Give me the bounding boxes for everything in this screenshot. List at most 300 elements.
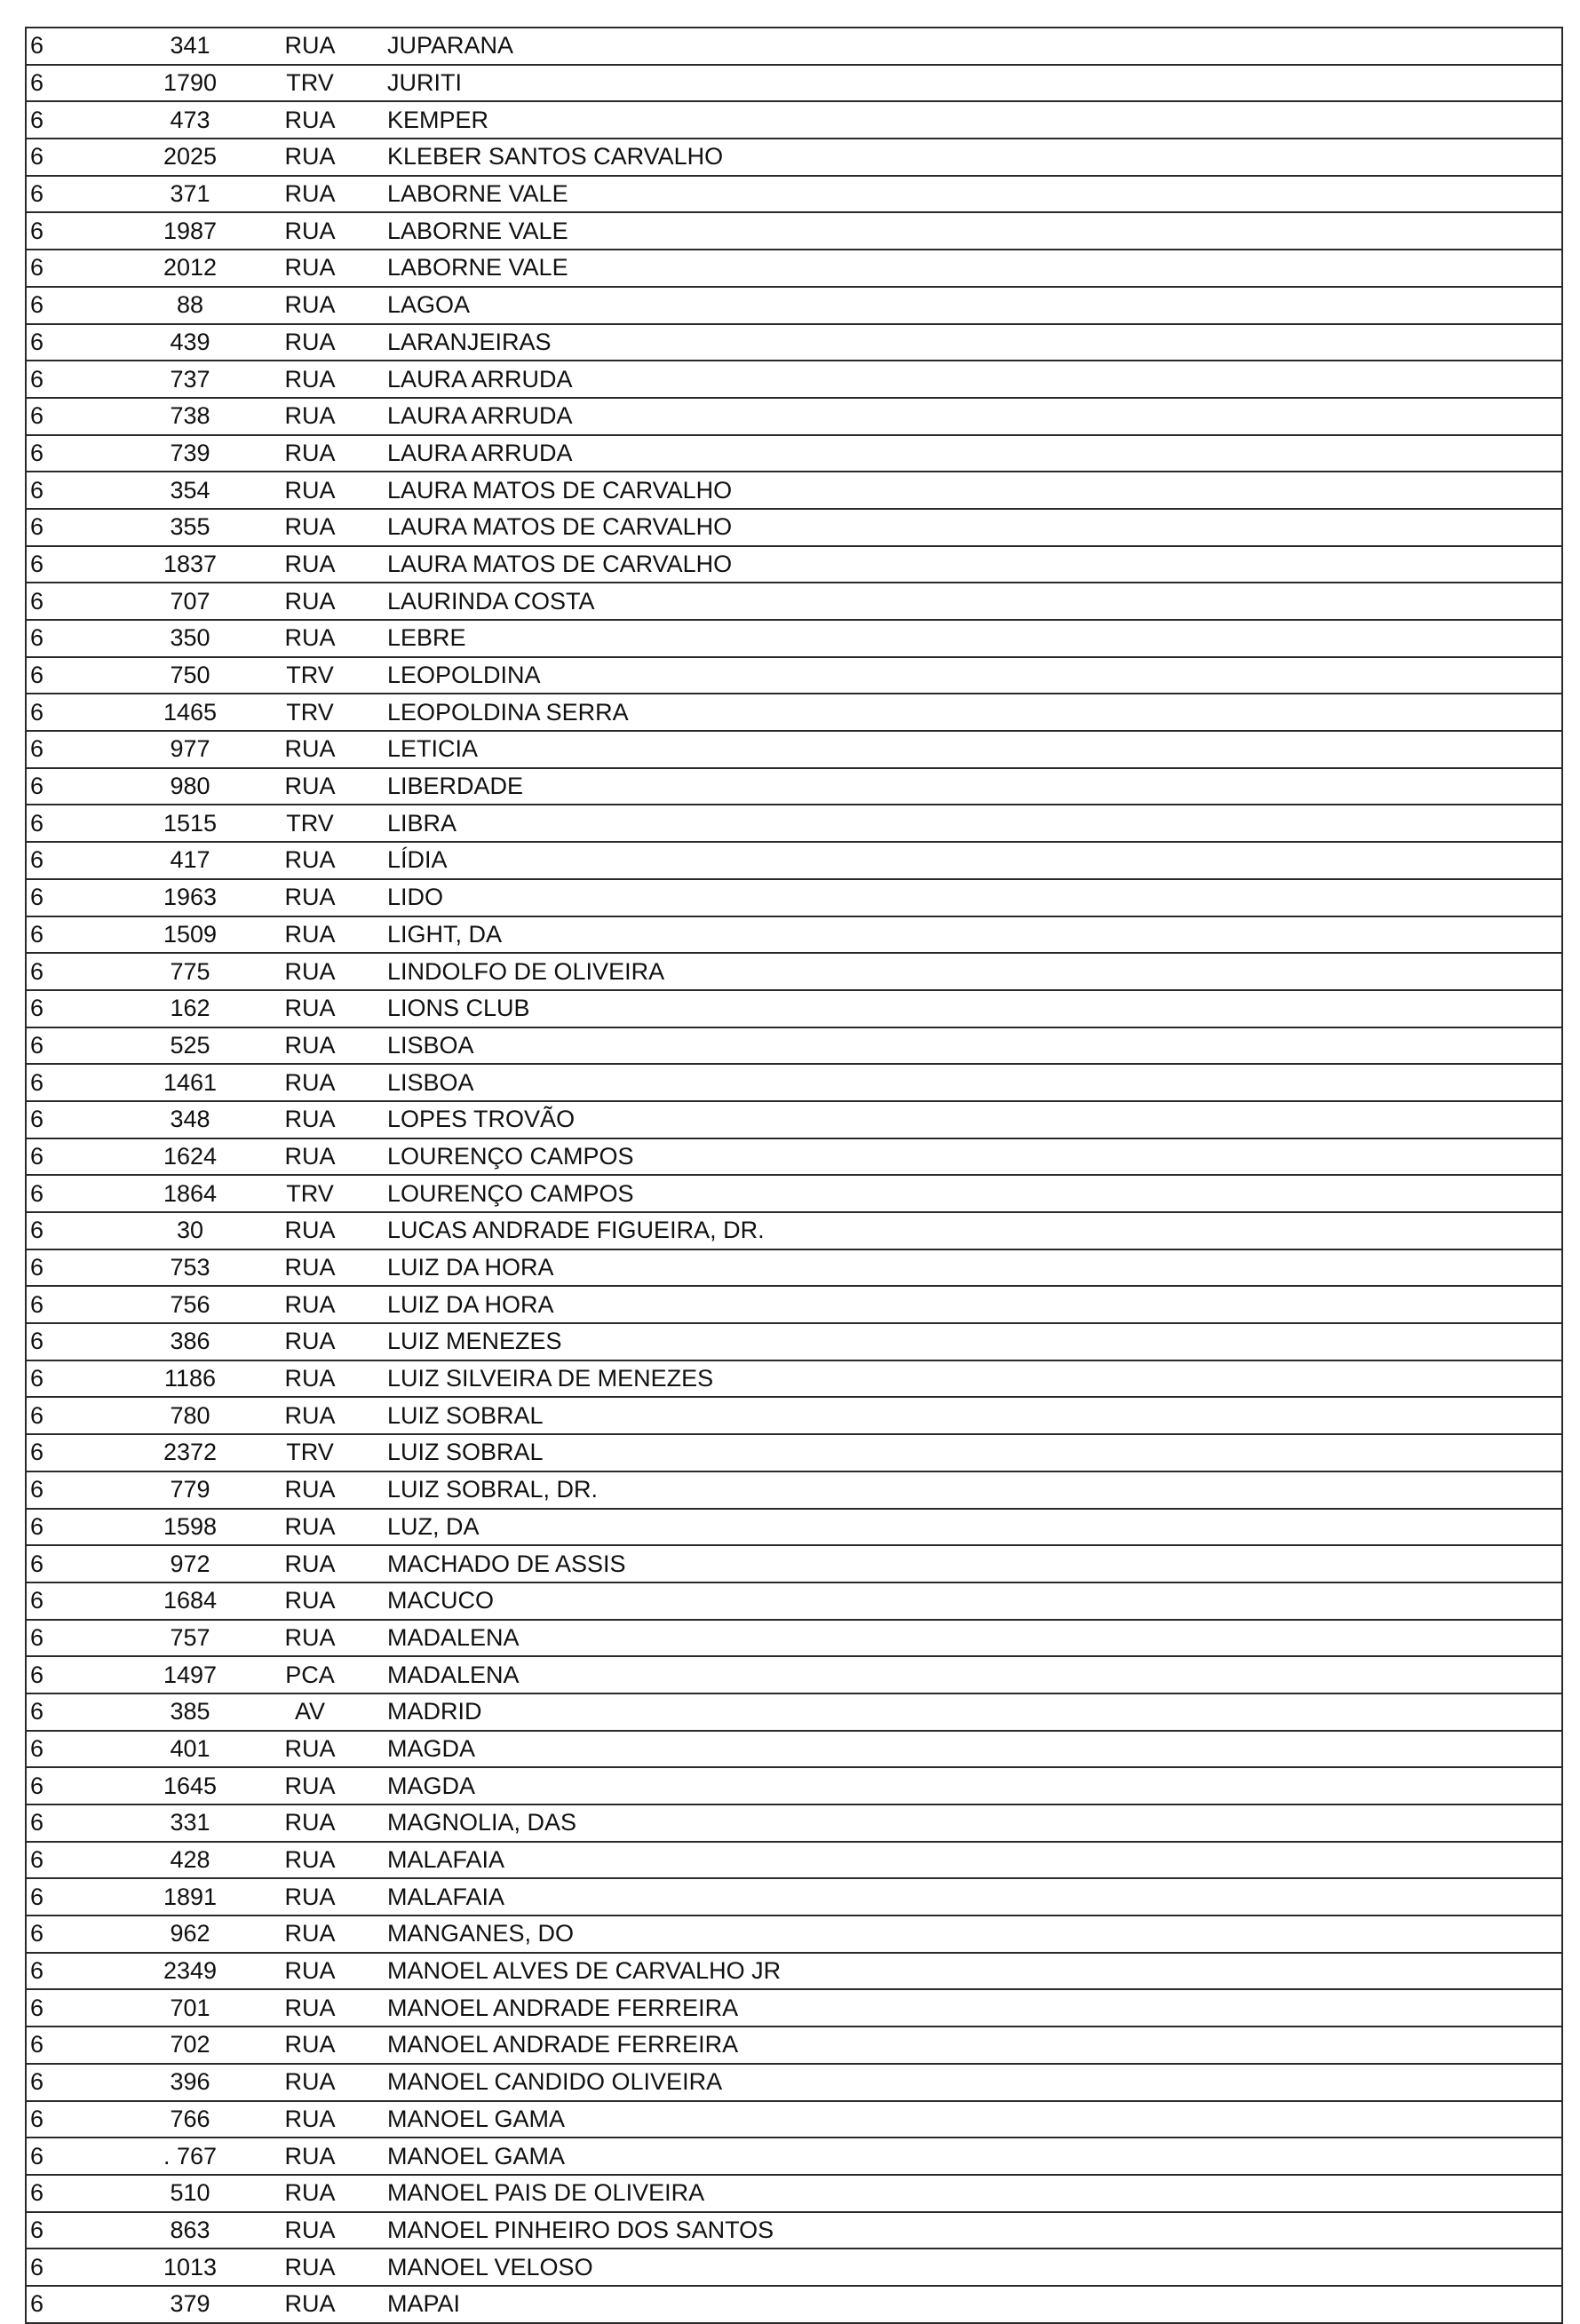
table-row — [26, 805, 1562, 842]
street-name-cell: LIGHT, DA — [368, 916, 1562, 954]
street-type-cell: AV — [252, 1693, 368, 1731]
street-name-cell: MANOEL PAIS DE OLIVEIRA — [368, 2175, 1562, 2212]
table-row — [26, 28, 1562, 65]
street-name-cell: LUZ, DA — [368, 1509, 1562, 1546]
zone-cell: 6 — [26, 1545, 128, 1582]
street-name-cell: LUIZ DA HORA — [368, 1286, 1562, 1323]
table-row — [26, 1731, 1562, 1768]
street-type-cell: RUA — [252, 472, 368, 509]
street-type-cell: RUA — [252, 546, 368, 583]
table-row — [26, 694, 1562, 731]
street-type-cell: RUA — [252, 28, 368, 65]
code-cell: 2025 — [128, 139, 252, 176]
table-row — [26, 1286, 1562, 1323]
code-cell: 350 — [128, 620, 252, 657]
table-row — [26, 2064, 1562, 2101]
code-cell: 757 — [128, 1620, 252, 1657]
code-cell: 1186 — [128, 1360, 252, 1398]
street-type-cell: RUA — [252, 1064, 368, 1101]
zone-cell: 6 — [26, 1138, 128, 1176]
street-name-cell: LABORNE VALE — [368, 212, 1562, 250]
table-row — [26, 139, 1562, 176]
table-row — [26, 1175, 1562, 1212]
zone-cell: 6 — [26, 657, 128, 694]
zone-cell: 6 — [26, 324, 128, 361]
zone-cell: 6 — [26, 2286, 128, 2323]
code-cell: 779 — [128, 1471, 252, 1509]
street-name-cell: LAURA ARRUDA — [368, 435, 1562, 472]
street-type-cell: RUA — [252, 2101, 368, 2138]
table-row — [26, 1471, 1562, 1509]
zone-cell: 6 — [26, 250, 128, 287]
street-name-cell: MAPAI — [368, 2286, 1562, 2323]
street-name-cell: LIBERDADE — [368, 768, 1562, 805]
zone-cell: 6 — [26, 583, 128, 620]
code-cell: 702 — [128, 2027, 252, 2064]
street-type-cell: RUA — [252, 842, 368, 879]
code-cell: 331 — [128, 1804, 252, 1842]
zone-cell: 6 — [26, 546, 128, 583]
table-row — [26, 1804, 1562, 1842]
code-cell: 30 — [128, 1212, 252, 1249]
table-row — [26, 731, 1562, 768]
code-cell: 417 — [128, 842, 252, 879]
table-row — [26, 361, 1562, 398]
code-cell: 1864 — [128, 1175, 252, 1212]
table-row — [26, 1138, 1562, 1176]
street-name-cell: MAGDA — [368, 1731, 1562, 1768]
code-cell: 525 — [128, 1027, 252, 1065]
table-row — [26, 1878, 1562, 1916]
street-type-cell: RUA — [252, 731, 368, 768]
street-type-cell: RUA — [252, 139, 368, 176]
table-row — [26, 1656, 1562, 1693]
street-name-cell: LUIZ SOBRAL — [368, 1397, 1562, 1434]
zone-cell: 6 — [26, 2064, 128, 2101]
table-row — [26, 2175, 1562, 2212]
code-cell: 1624 — [128, 1138, 252, 1176]
code-cell: 88 — [128, 287, 252, 324]
code-cell: 510 — [128, 2175, 252, 2212]
street-type-cell: RUA — [252, 620, 368, 657]
table-row — [26, 398, 1562, 435]
street-name-cell: LEOPOLDINA SERRA — [368, 694, 1562, 731]
zone-cell: 6 — [26, 1360, 128, 1398]
table-row — [26, 509, 1562, 546]
table-row — [26, 2286, 1562, 2323]
code-cell: 1509 — [128, 916, 252, 954]
code-cell: 972 — [128, 1545, 252, 1582]
zone-cell: 6 — [26, 176, 128, 213]
code-cell: 2349 — [128, 1953, 252, 1990]
street-name-cell: LIONS CLUB — [368, 990, 1562, 1027]
street-type-cell: RUA — [252, 1027, 368, 1065]
street-name-cell: LISBOA — [368, 1027, 1562, 1065]
street-type-cell: RUA — [252, 2212, 368, 2249]
street-name-cell: LUIZ DA HORA — [368, 1249, 1562, 1287]
table-row — [26, 1693, 1562, 1731]
street-name-cell: JURITI — [368, 65, 1562, 102]
street-name-cell: MACHADO DE ASSIS — [368, 1545, 1562, 1582]
street-type-cell: RUA — [252, 1620, 368, 1657]
table-row — [26, 1249, 1562, 1287]
code-cell: 753 — [128, 1249, 252, 1287]
table-row — [26, 1397, 1562, 1434]
street-type-cell: RUA — [252, 1471, 368, 1509]
table-row — [26, 842, 1562, 879]
street-type-cell: RUA — [252, 212, 368, 250]
zone-cell: 6 — [26, 805, 128, 842]
street-name-cell: LAGOA — [368, 287, 1562, 324]
zone-cell: 6 — [26, 1804, 128, 1842]
code-cell: 348 — [128, 1101, 252, 1138]
table-row — [26, 1101, 1562, 1138]
zone-cell: 6 — [26, 1027, 128, 1065]
table-row — [26, 2138, 1562, 2175]
code-cell: 980 — [128, 768, 252, 805]
code-cell: 355 — [128, 509, 252, 546]
street-type-cell: RUA — [252, 916, 368, 954]
zone-cell: 6 — [26, 1286, 128, 1323]
street-table — [25, 27, 1563, 2324]
code-cell: 780 — [128, 1397, 252, 1434]
table-row — [26, 546, 1562, 583]
table-row — [26, 990, 1562, 1027]
street-type-cell: RUA — [252, 1509, 368, 1546]
code-cell: 756 — [128, 1286, 252, 1323]
street-name-cell: MADALENA — [368, 1656, 1562, 1693]
zone-cell: 6 — [26, 916, 128, 954]
street-type-cell: RUA — [252, 2027, 368, 2064]
code-cell: 162 — [128, 990, 252, 1027]
street-type-cell: RUA — [252, 1397, 368, 1434]
street-name-cell: MACUCO — [368, 1582, 1562, 1620]
table-row — [26, 324, 1562, 361]
zone-cell: 6 — [26, 1323, 128, 1360]
street-type-cell: RUA — [252, 1878, 368, 1916]
street-type-cell: RUA — [252, 435, 368, 472]
table-row — [26, 176, 1562, 213]
zone-cell: 6 — [26, 2212, 128, 2249]
zone-cell: 6 — [26, 2249, 128, 2286]
code-cell: 1684 — [128, 1582, 252, 1620]
street-type-cell: RUA — [252, 509, 368, 546]
code-cell: 775 — [128, 953, 252, 990]
code-cell: 354 — [128, 472, 252, 509]
code-cell: 439 — [128, 324, 252, 361]
street-type-cell: RUA — [252, 398, 368, 435]
code-cell: 371 — [128, 176, 252, 213]
street-name-cell: MANGANES, DO — [368, 1916, 1562, 1953]
code-cell: 766 — [128, 2101, 252, 2138]
table-row — [26, 250, 1562, 287]
table-row — [26, 101, 1562, 139]
zone-cell: 6 — [26, 2027, 128, 2064]
table-row — [26, 1360, 1562, 1398]
zone-cell: 6 — [26, 435, 128, 472]
street-name-cell: MANOEL VELOSO — [368, 2249, 1562, 2286]
zone-cell: 6 — [26, 2101, 128, 2138]
street-type-cell: RUA — [252, 1953, 368, 1990]
street-name-cell: LÍDIA — [368, 842, 1562, 879]
zone-cell: 6 — [26, 398, 128, 435]
table-row — [26, 1545, 1562, 1582]
street-type-cell: RUA — [252, 1323, 368, 1360]
zone-cell: 6 — [26, 1509, 128, 1546]
table-row — [26, 879, 1562, 916]
street-type-cell: RUA — [252, 1767, 368, 1804]
street-type-cell: RUA — [252, 287, 368, 324]
zone-cell: 6 — [26, 509, 128, 546]
code-cell: 341 — [128, 28, 252, 65]
zone-cell: 6 — [26, 1656, 128, 1693]
street-type-cell: RUA — [252, 2138, 368, 2175]
table-row — [26, 657, 1562, 694]
zone-cell: 6 — [26, 287, 128, 324]
table-row — [26, 1434, 1562, 1471]
code-cell: 2012 — [128, 250, 252, 287]
zone-cell: 6 — [26, 2175, 128, 2212]
table-row — [26, 2027, 1562, 2064]
street-type-cell: RUA — [252, 1582, 368, 1620]
street-name-cell: MADRID — [368, 1693, 1562, 1731]
table-row — [26, 1953, 1562, 1990]
code-cell: 379 — [128, 2286, 252, 2323]
zone-cell: 6 — [26, 1953, 128, 1990]
street-name-cell: MANOEL ANDRADE FERREIRA — [368, 1989, 1562, 2027]
table-row — [26, 1212, 1562, 1249]
zone-cell: 6 — [26, 361, 128, 398]
street-name-cell: LUIZ SOBRAL — [368, 1434, 1562, 1471]
street-type-cell: PCA — [252, 1656, 368, 1693]
zone-cell: 6 — [26, 28, 128, 65]
table-row — [26, 1509, 1562, 1546]
street-type-cell: TRV — [252, 1434, 368, 1471]
table-row — [26, 1582, 1562, 1620]
code-cell: 737 — [128, 361, 252, 398]
street-type-cell: RUA — [252, 1101, 368, 1138]
street-name-cell: MAGDA — [368, 1767, 1562, 1804]
street-type-cell: RUA — [252, 1360, 368, 1398]
table-row — [26, 1916, 1562, 1953]
street-name-cell: LUIZ SOBRAL, DR. — [368, 1471, 1562, 1509]
table-row — [26, 916, 1562, 954]
table-row — [26, 2212, 1562, 2249]
table-row — [26, 287, 1562, 324]
zone-cell: 6 — [26, 1916, 128, 1953]
street-name-cell: MAGNOLIA, DAS — [368, 1804, 1562, 1842]
table-row — [26, 953, 1562, 990]
zone-cell: 6 — [26, 953, 128, 990]
zone-cell: 6 — [26, 1620, 128, 1657]
code-cell: 1987 — [128, 212, 252, 250]
code-cell: 738 — [128, 398, 252, 435]
code-cell: 1645 — [128, 1767, 252, 1804]
street-name-cell: MANOEL ANDRADE FERREIRA — [368, 2027, 1562, 2064]
zone-cell: 6 — [26, 1064, 128, 1101]
table-row — [26, 583, 1562, 620]
street-type-cell: TRV — [252, 1175, 368, 1212]
street-type-cell: RUA — [252, 2249, 368, 2286]
zone-cell: 6 — [26, 1249, 128, 1287]
street-type-cell: RUA — [252, 583, 368, 620]
street-type-cell: RUA — [252, 990, 368, 1027]
street-name-cell: LAURA MATOS DE CARVALHO — [368, 546, 1562, 583]
table-row — [26, 768, 1562, 805]
table-row — [26, 1620, 1562, 1657]
street-name-cell: MANOEL ALVES DE CARVALHO JR — [368, 1953, 1562, 1990]
street-name-cell: LABORNE VALE — [368, 250, 1562, 287]
street-name-cell: LISBOA — [368, 1064, 1562, 1101]
street-name-cell: MADALENA — [368, 1620, 1562, 1657]
street-name-cell: LAURA MATOS DE CARVALHO — [368, 509, 1562, 546]
table-row — [26, 2249, 1562, 2286]
zone-cell: 6 — [26, 1212, 128, 1249]
code-cell: 707 — [128, 583, 252, 620]
street-name-cell: MANOEL GAMA — [368, 2101, 1562, 2138]
street-type-cell: RUA — [252, 1212, 368, 1249]
street-name-cell: LOURENÇO CAMPOS — [368, 1138, 1562, 1176]
street-name-cell: LAURA ARRUDA — [368, 398, 1562, 435]
street-name-cell: LOURENÇO CAMPOS — [368, 1175, 1562, 1212]
street-type-cell: RUA — [252, 2286, 368, 2323]
zone-cell: 6 — [26, 694, 128, 731]
street-type-cell: RUA — [252, 1989, 368, 2027]
code-cell: 428 — [128, 1842, 252, 1879]
zone-cell: 6 — [26, 212, 128, 250]
code-cell: 1598 — [128, 1509, 252, 1546]
street-type-cell: TRV — [252, 694, 368, 731]
code-cell: 1837 — [128, 546, 252, 583]
street-type-cell: RUA — [252, 361, 368, 398]
code-cell: 401 — [128, 1731, 252, 1768]
street-name-cell: MANOEL GAMA — [368, 2138, 1562, 2175]
zone-cell: 6 — [26, 1582, 128, 1620]
zone-cell: 6 — [26, 472, 128, 509]
street-type-cell: RUA — [252, 1545, 368, 1582]
street-name-cell: JUPARANA — [368, 28, 1562, 65]
table-row — [26, 1027, 1562, 1065]
street-type-cell: RUA — [252, 250, 368, 287]
street-name-cell: LARANJEIRAS — [368, 324, 1562, 361]
code-cell: 863 — [128, 2212, 252, 2249]
code-cell: 385 — [128, 1693, 252, 1731]
code-cell: 1790 — [128, 65, 252, 102]
zone-cell: 6 — [26, 990, 128, 1027]
zone-cell: 6 — [26, 1989, 128, 2027]
table-row — [26, 65, 1562, 102]
street-type-cell: RUA — [252, 1731, 368, 1768]
table-row — [26, 435, 1562, 472]
zone-cell: 6 — [26, 65, 128, 102]
street-name-cell: LIBRA — [368, 805, 1562, 842]
zone-cell: 6 — [26, 1842, 128, 1879]
street-name-cell: LUIZ SILVEIRA DE MENEZES — [368, 1360, 1562, 1398]
code-cell: 1963 — [128, 879, 252, 916]
street-type-cell: RUA — [252, 1842, 368, 1879]
code-cell: 1497 — [128, 1656, 252, 1693]
street-name-cell: MANOEL CANDIDO OLIVEIRA — [368, 2064, 1562, 2101]
street-name-cell: KEMPER — [368, 101, 1562, 139]
street-name-cell: LAURINDA COSTA — [368, 583, 1562, 620]
table-row — [26, 2101, 1562, 2138]
zone-cell: 6 — [26, 2138, 128, 2175]
street-name-cell: MALAFAIA — [368, 1842, 1562, 1879]
street-type-cell: RUA — [252, 2175, 368, 2212]
table-row — [26, 1989, 1562, 2027]
zone-cell: 6 — [26, 1434, 128, 1471]
code-cell: 1013 — [128, 2249, 252, 2286]
street-name-cell: LABORNE VALE — [368, 176, 1562, 213]
street-type-cell: RUA — [252, 176, 368, 213]
street-name-cell: LAURA MATOS DE CARVALHO — [368, 472, 1562, 509]
street-name-cell: LOPES TROVÃO — [368, 1101, 1562, 1138]
street-name-cell: LUIZ MENEZES — [368, 1323, 1562, 1360]
street-name-cell: LINDOLFO DE OLIVEIRA — [368, 953, 1562, 990]
zone-cell: 6 — [26, 1101, 128, 1138]
street-type-cell: RUA — [252, 1916, 368, 1953]
street-name-cell: LEBRE — [368, 620, 1562, 657]
code-cell: 1515 — [128, 805, 252, 842]
street-type-cell: RUA — [252, 324, 368, 361]
table-row — [26, 1767, 1562, 1804]
code-cell: . 767 — [128, 2138, 252, 2175]
street-type-cell: RUA — [252, 2064, 368, 2101]
zone-cell: 6 — [26, 1878, 128, 1916]
zone-cell: 6 — [26, 1175, 128, 1212]
street-type-cell: RUA — [252, 1804, 368, 1842]
street-type-cell: TRV — [252, 65, 368, 102]
code-cell: 977 — [128, 731, 252, 768]
table-row — [26, 1064, 1562, 1101]
street-name-cell: MANOEL PINHEIRO DOS SANTOS — [368, 2212, 1562, 2249]
code-cell: 1461 — [128, 1064, 252, 1101]
street-type-cell: RUA — [252, 1138, 368, 1176]
street-type-cell: RUA — [252, 879, 368, 916]
zone-cell: 6 — [26, 101, 128, 139]
zone-cell: 6 — [26, 879, 128, 916]
street-name-cell: KLEBER SANTOS CARVALHO — [368, 139, 1562, 176]
street-type-cell: RUA — [252, 101, 368, 139]
zone-cell: 6 — [26, 1731, 128, 1768]
code-cell: 750 — [128, 657, 252, 694]
code-cell: 701 — [128, 1989, 252, 2027]
code-cell: 396 — [128, 2064, 252, 2101]
code-cell: 1465 — [128, 694, 252, 731]
street-name-cell: LETICIA — [368, 731, 1562, 768]
street-name-cell: LAURA ARRUDA — [368, 361, 1562, 398]
zone-cell: 6 — [26, 842, 128, 879]
street-type-cell: RUA — [252, 768, 368, 805]
zone-cell: 6 — [26, 1397, 128, 1434]
code-cell: 386 — [128, 1323, 252, 1360]
street-type-cell: RUA — [252, 1286, 368, 1323]
street-name-cell: LUCAS ANDRADE FIGUEIRA, DR. — [368, 1212, 1562, 1249]
street-name-cell: LEOPOLDINA — [368, 657, 1562, 694]
table-row — [26, 212, 1562, 250]
table-row — [26, 1842, 1562, 1879]
table-row — [26, 1323, 1562, 1360]
code-cell: 2372 — [128, 1434, 252, 1471]
code-cell: 473 — [128, 101, 252, 139]
street-type-cell: RUA — [252, 953, 368, 990]
street-type-cell: RUA — [252, 1249, 368, 1287]
table-row — [26, 472, 1562, 509]
zone-cell: 6 — [26, 768, 128, 805]
code-cell: 1891 — [128, 1878, 252, 1916]
zone-cell: 6 — [26, 731, 128, 768]
street-type-cell: TRV — [252, 805, 368, 842]
